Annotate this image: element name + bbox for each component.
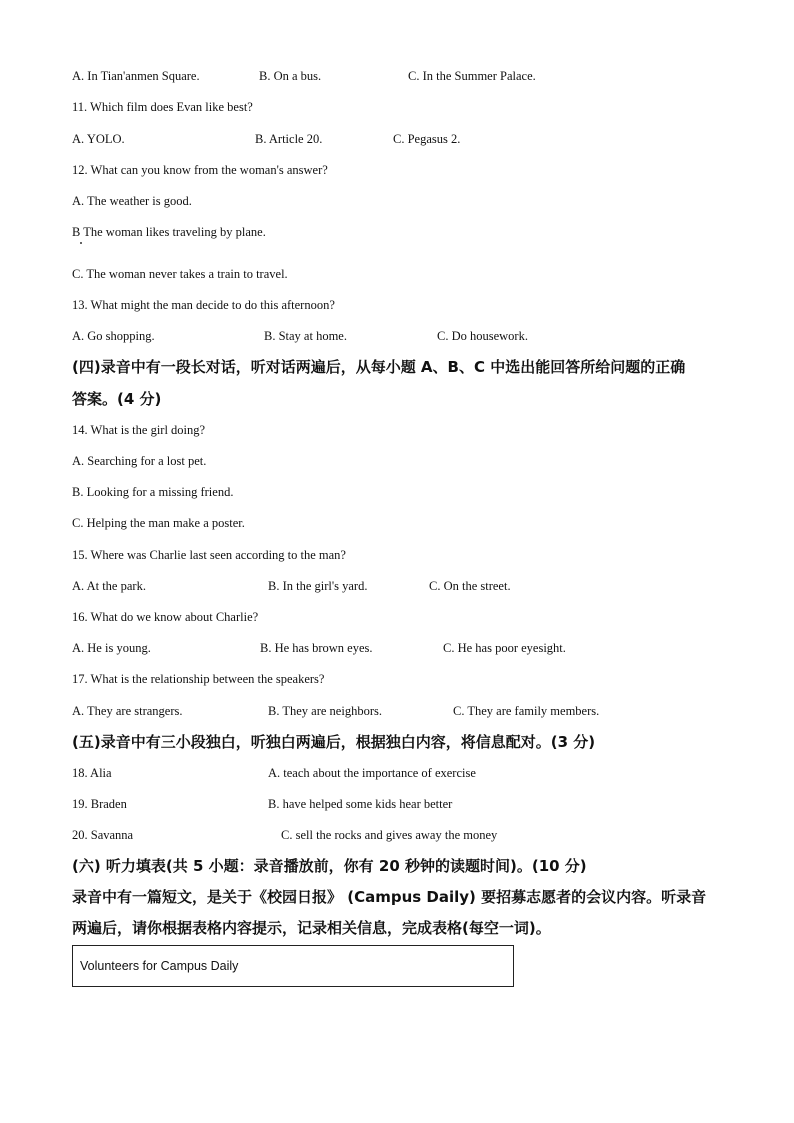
table-title: Volunteers for Campus Daily (80, 959, 239, 973)
section-6-paragraph-line2: 两遍后，请你根据表格内容提示，记录相关信息，完成表格(每空一词)。 (72, 919, 551, 937)
q12-stem: 12. What can you know from the woman's answer? (72, 163, 328, 177)
match-left-19: 19. Braden (72, 797, 127, 811)
q15-option-b: B. In the girl's yard. (268, 579, 368, 593)
q11-stem: 11. Which film does Evan like best? (72, 100, 253, 114)
q13-option-b: B. Stay at home. (264, 329, 347, 343)
q13-stem: 13. What might the man decide to do this afternoon? (72, 298, 335, 312)
q17-option-c: C. They are family members. (453, 704, 600, 718)
section-4-heading-line2: 答案。(4 分) (72, 390, 162, 408)
volunteer-table (72, 945, 514, 987)
q17-option-b: B. They are neighbors. (268, 704, 382, 718)
q10-option-c: C. In the Summer Palace. (408, 69, 536, 83)
q14-stem: 14. What is the girl doing? (72, 423, 206, 437)
q12-option-a: A. The weather is good. (72, 194, 192, 208)
q11-option-b: B. Article 20. (255, 132, 323, 146)
q17-option-a: A. They are strangers. (72, 704, 183, 718)
q11-option-a: A. YOLO. (72, 132, 125, 146)
stray-dot (80, 242, 82, 244)
q17-stem: 17. What is the relationship between the speakers? (72, 672, 325, 686)
q16-option-b: B. He has brown eyes. (260, 641, 373, 655)
q13-option-a: A. Go shopping. (72, 329, 155, 343)
match-right-b: B. have helped some kids hear better (268, 797, 453, 811)
section-4-heading-line1: (四)录音中有一段长对话，听对话两遍后，从每小题 A、B、C 中选出能回答所给问题的正确 (72, 358, 686, 376)
q10-option-b: B. On a bus. (259, 69, 322, 83)
q10-option-a: A. In Tian'anmen Square. (72, 69, 200, 83)
match-right-c: C. sell the rocks and gives away the money (281, 828, 498, 842)
section-6-paragraph-line1: 录音中有一篇短文，是关于《校园日报》 (Campus Daily) 要招募志愿者的会议内容。听录音 (72, 888, 707, 906)
q15-stem: 15. Where was Charlie last seen according to the man? (72, 548, 346, 562)
q14-option-c: C. Helping the man make a poster. (72, 516, 245, 530)
q16-option-c: C. He has poor eyesight. (443, 641, 566, 655)
match-left-18: 18. Alia (72, 766, 112, 780)
q14-option-b: B. Looking for a missing friend. (72, 485, 234, 499)
q14-option-a: A. Searching for a lost pet. (72, 454, 207, 468)
section-5-heading: (五)录音中有三小段独白，听独白两遍后，根据独白内容，将信息配对。(3 分) (72, 733, 596, 751)
section-6-heading: (六) 听力填表(共 5 小题：录音播放前，你有 20 秒钟的读题时间)。(10 分) (72, 857, 587, 875)
q15-option-c: C. On the street. (429, 579, 511, 593)
q11-option-c: C. Pegasus 2. (393, 132, 461, 146)
q12-option-c: C. The woman never takes a train to travel. (72, 267, 288, 281)
q16-stem: 16. What do we know about Charlie? (72, 610, 259, 624)
q12-option-b: B The woman likes traveling by plane. (72, 225, 266, 239)
match-right-a: A. teach about the importance of exercise (268, 766, 476, 780)
q16-option-a: A. He is young. (72, 641, 151, 655)
q13-option-c: C. Do housework. (437, 329, 528, 343)
match-left-20: 20. Savanna (72, 828, 134, 842)
q15-option-a: A. At the park. (72, 579, 146, 593)
